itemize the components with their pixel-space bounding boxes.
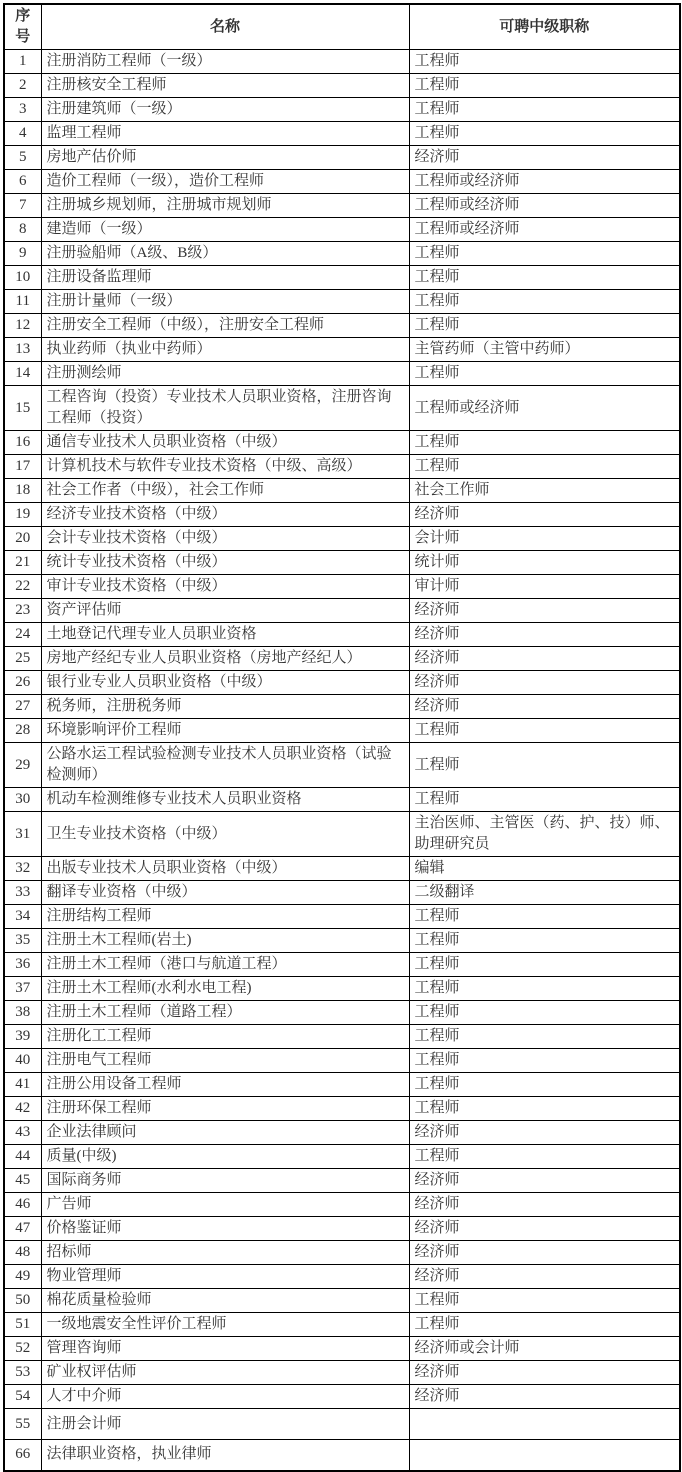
cell-num: 7 (4, 194, 41, 218)
table-body (4, 50, 680, 1471)
cell-title: 工程师 (409, 953, 680, 977)
table-row (4, 599, 680, 623)
cell-title: 工程师或经济师 (409, 170, 680, 194)
cell-num: 5 (4, 146, 41, 170)
cell-name: 人才中介师 (41, 1385, 409, 1409)
cell-num: 66 (4, 1440, 41, 1471)
table-row (4, 671, 680, 695)
cell-name: 统计专业技术资格（中级） (41, 551, 409, 575)
cell-title: 经济师 (409, 1193, 680, 1217)
cell-title: 经济师 (409, 1361, 680, 1385)
table-row (4, 242, 680, 266)
cell-title: 经济师 (409, 1169, 680, 1193)
cell-num: 2 (4, 74, 41, 98)
cell-num: 10 (4, 266, 41, 290)
table-row (4, 953, 680, 977)
cell-num: 33 (4, 881, 41, 905)
table-row (4, 743, 680, 788)
cell-num: 22 (4, 575, 41, 599)
cell-name: 注册安全工程师（中级），注册安全工程师 (41, 314, 409, 338)
table-row (4, 503, 680, 527)
cell-title: 经济师 (409, 671, 680, 695)
table-row (4, 1440, 680, 1471)
table-row (4, 623, 680, 647)
cell-title: 工程师 (409, 743, 680, 788)
cell-title: 工程师或经济师 (409, 218, 680, 242)
cell-num: 46 (4, 1193, 41, 1217)
cell-name: 物业管理师 (41, 1265, 409, 1289)
cell-num: 37 (4, 977, 41, 1001)
table-row (4, 1289, 680, 1313)
cell-title: 工程师 (409, 905, 680, 929)
cell-title: 工程师 (409, 977, 680, 1001)
cell-num: 41 (4, 1073, 41, 1097)
cell-title: 主治医师、主管医（药、护、技）师、助理研究员 (409, 812, 680, 857)
cell-num: 40 (4, 1049, 41, 1073)
cell-title: 会计师 (409, 527, 680, 551)
cell-title: 审计师 (409, 575, 680, 599)
cell-title: 社会工作师 (409, 479, 680, 503)
cell-title: 工程师 (409, 1313, 680, 1337)
cell-num: 45 (4, 1169, 41, 1193)
table-row (4, 98, 680, 122)
cell-title: 工程师 (409, 50, 680, 74)
cell-num: 27 (4, 695, 41, 719)
table-row (4, 812, 680, 857)
cell-name: 卫生专业技术资格（中级） (41, 812, 409, 857)
table-row (4, 146, 680, 170)
table-row (4, 218, 680, 242)
cell-name: 注册设备监理师 (41, 266, 409, 290)
cell-title: 二级翻译 (409, 881, 680, 905)
cell-num: 29 (4, 743, 41, 788)
cell-name: 注册土木工程师（港口与航道工程） (41, 953, 409, 977)
cell-num: 19 (4, 503, 41, 527)
cell-num: 8 (4, 218, 41, 242)
cell-name: 执业药师（执业中药师） (41, 338, 409, 362)
header-label-num: 序号 (15, 8, 31, 45)
cell-num: 52 (4, 1337, 41, 1361)
table-row (4, 1409, 680, 1440)
cell-title: 工程师 (409, 74, 680, 98)
cell-num: 35 (4, 929, 41, 953)
cell-title: 经济师 (409, 599, 680, 623)
cell-title: 工程师或经济师 (409, 386, 680, 431)
table-row (4, 647, 680, 671)
cell-title: 经济师 (409, 146, 680, 170)
cell-title: 经济师 (409, 623, 680, 647)
cell-title: 工程师 (409, 362, 680, 386)
table-row (4, 1121, 680, 1145)
cell-num: 30 (4, 788, 41, 812)
cell-name: 房地产估价师 (41, 146, 409, 170)
cell-name: 造价工程师（一级），造价工程师 (41, 170, 409, 194)
cell-num: 4 (4, 122, 41, 146)
cell-num: 23 (4, 599, 41, 623)
cell-name: 矿业权评估师 (41, 1361, 409, 1385)
cell-num: 11 (4, 290, 41, 314)
table-row (4, 290, 680, 314)
cell-name: 注册会计师 (41, 1409, 409, 1440)
cell-title: 经济师 (409, 1385, 680, 1409)
table-row (4, 1025, 680, 1049)
cell-name: 资产评估师 (41, 599, 409, 623)
cell-num: 18 (4, 479, 41, 503)
cell-num: 17 (4, 455, 41, 479)
table-row (4, 1361, 680, 1385)
cell-name: 注册土木工程师(岩土) (41, 929, 409, 953)
cell-num: 13 (4, 338, 41, 362)
cell-name: 机动车检测维修专业技术人员职业资格 (41, 788, 409, 812)
cell-title: 工程师 (409, 122, 680, 146)
table-row (4, 170, 680, 194)
table-row (4, 719, 680, 743)
cell-num: 12 (4, 314, 41, 338)
table-row (4, 575, 680, 599)
cell-title: 统计师 (409, 551, 680, 575)
cell-num: 31 (4, 812, 41, 857)
cell-title (409, 1440, 680, 1471)
table-row (4, 788, 680, 812)
cell-num: 55 (4, 1409, 41, 1440)
cell-name: 税务师，注册税务师 (41, 695, 409, 719)
cell-title: 工程师 (409, 788, 680, 812)
cell-name: 价格鉴证师 (41, 1217, 409, 1241)
cell-title: 工程师 (409, 242, 680, 266)
cell-name: 质量(中级) (41, 1145, 409, 1169)
cell-title: 工程师 (409, 1097, 680, 1121)
cell-title: 经济师 (409, 695, 680, 719)
cell-name: 注册土木工程师(水利水电工程) (41, 977, 409, 1001)
cell-name: 广告师 (41, 1193, 409, 1217)
cell-title: 工程师 (409, 431, 680, 455)
cell-num: 16 (4, 431, 41, 455)
cell-title: 编辑 (409, 857, 680, 881)
cell-title: 经济师 (409, 647, 680, 671)
cell-num: 14 (4, 362, 41, 386)
cell-num: 20 (4, 527, 41, 551)
cell-title: 工程师 (409, 1073, 680, 1097)
cell-title: 工程师 (409, 455, 680, 479)
cell-title: 经济师 (409, 1265, 680, 1289)
table-row (4, 857, 680, 881)
table-row (4, 1145, 680, 1169)
cell-num: 47 (4, 1217, 41, 1241)
header-cell-num (4, 4, 41, 50)
cell-name: 注册环保工程师 (41, 1097, 409, 1121)
cell-num: 44 (4, 1145, 41, 1169)
table-row (4, 1313, 680, 1337)
table-row (4, 1169, 680, 1193)
cell-num: 6 (4, 170, 41, 194)
cell-name: 注册电气工程师 (41, 1049, 409, 1073)
cell-num: 50 (4, 1289, 41, 1313)
cell-title: 经济师 (409, 1217, 680, 1241)
table-row (4, 266, 680, 290)
cell-name: 经济专业技术资格（中级） (41, 503, 409, 527)
cell-num: 49 (4, 1265, 41, 1289)
cell-name: 通信专业技术人员职业资格（中级） (41, 431, 409, 455)
cell-name: 建造师（一级） (41, 218, 409, 242)
cell-title: 工程师 (409, 1289, 680, 1313)
cell-num: 51 (4, 1313, 41, 1337)
cell-name: 招标师 (41, 1241, 409, 1265)
table-row (4, 314, 680, 338)
cell-num: 42 (4, 1097, 41, 1121)
cell-name: 审计专业技术资格（中级） (41, 575, 409, 599)
cell-title: 工程师 (409, 929, 680, 953)
table-row (4, 1049, 680, 1073)
cell-title: 经济师 (409, 503, 680, 527)
cell-name: 注册计量师（一级） (41, 290, 409, 314)
table-row (4, 455, 680, 479)
cell-num: 53 (4, 1361, 41, 1385)
cell-num: 54 (4, 1385, 41, 1409)
cell-title: 工程师 (409, 1049, 680, 1073)
table-row (4, 1001, 680, 1025)
cell-num: 25 (4, 647, 41, 671)
table-row (4, 1385, 680, 1409)
table-row (4, 338, 680, 362)
table-row (4, 386, 680, 431)
cell-name: 监理工程师 (41, 122, 409, 146)
cell-title: 工程师 (409, 1001, 680, 1025)
cell-num: 26 (4, 671, 41, 695)
cell-num: 9 (4, 242, 41, 266)
cell-title: 经济师 (409, 1241, 680, 1265)
cell-title: 工程师 (409, 266, 680, 290)
cell-name: 国际商务师 (41, 1169, 409, 1193)
cell-name: 注册消防工程师（一级） (41, 50, 409, 74)
table-row (4, 1337, 680, 1361)
table-row (4, 122, 680, 146)
table-row (4, 1073, 680, 1097)
cell-name: 公路水运工程试验检测专业技术人员职业资格（试验检测师） (41, 743, 409, 788)
cell-name: 注册验船师（A级、B级） (41, 242, 409, 266)
table-row (4, 1265, 680, 1289)
cell-name: 注册土木工程师（道路工程） (41, 1001, 409, 1025)
table-row (4, 50, 680, 74)
cell-num: 3 (4, 98, 41, 122)
cell-name: 社会工作者（中级），社会工作师 (41, 479, 409, 503)
cell-num: 1 (4, 50, 41, 74)
cell-name: 注册公用设备工程师 (41, 1073, 409, 1097)
cell-title: 工程师 (409, 1025, 680, 1049)
cell-title: 工程师 (409, 290, 680, 314)
cell-num: 15 (4, 386, 41, 431)
cell-name: 法律职业资格，执业律师 (41, 1440, 409, 1471)
cell-num: 32 (4, 857, 41, 881)
table-row (4, 527, 680, 551)
cell-title: 经济师 (409, 1121, 680, 1145)
cell-name: 一级地震安全性评价工程师 (41, 1313, 409, 1337)
cell-num: 38 (4, 1001, 41, 1025)
cell-name: 注册城乡规划师，注册城市规划师 (41, 194, 409, 218)
table-row (4, 929, 680, 953)
cell-title: 工程师 (409, 1145, 680, 1169)
cell-name: 注册化工工程师 (41, 1025, 409, 1049)
cell-num: 21 (4, 551, 41, 575)
cell-name: 翻译专业资格（中级） (41, 881, 409, 905)
cell-num: 39 (4, 1025, 41, 1049)
table-row (4, 695, 680, 719)
cell-name: 环境影响评价工程师 (41, 719, 409, 743)
table-row (4, 1097, 680, 1121)
header-cell-title: 可聘中级职称 (409, 4, 680, 50)
cell-num: 24 (4, 623, 41, 647)
table-row (4, 194, 680, 218)
cell-name: 棉花质量检验师 (41, 1289, 409, 1313)
cell-num: 48 (4, 1241, 41, 1265)
cell-title: 工程师 (409, 719, 680, 743)
table-row (4, 551, 680, 575)
cell-title: 工程师或经济师 (409, 194, 680, 218)
cell-name: 企业法律顾问 (41, 1121, 409, 1145)
table-row (4, 881, 680, 905)
cell-name: 土地登记代理专业人员职业资格 (41, 623, 409, 647)
cell-num: 36 (4, 953, 41, 977)
cell-name: 管理咨询师 (41, 1337, 409, 1361)
cell-name: 注册测绘师 (41, 362, 409, 386)
cell-title (409, 1409, 680, 1440)
qualification-title-table (3, 3, 681, 1472)
cell-title: 工程师 (409, 98, 680, 122)
header-cell-name: 名称 (41, 4, 409, 50)
table-row (4, 1217, 680, 1241)
cell-title: 主管药师（主管中药师） (409, 338, 680, 362)
cell-name: 注册结构工程师 (41, 905, 409, 929)
cell-name: 出版专业技术人员职业资格（中级） (41, 857, 409, 881)
table-row (4, 74, 680, 98)
cell-name: 注册核安全工程师 (41, 74, 409, 98)
table-header (4, 4, 680, 50)
cell-title: 经济师或会计师 (409, 1337, 680, 1361)
cell-num: 43 (4, 1121, 41, 1145)
table-row (4, 362, 680, 386)
table-row (4, 1241, 680, 1265)
cell-name: 注册建筑师（一级） (41, 98, 409, 122)
cell-name: 工程咨询（投资）专业技术人员职业资格，注册咨询工程师（投资） (41, 386, 409, 431)
cell-name: 计算机技术与软件专业技术资格（中级、高级） (41, 455, 409, 479)
table-row (4, 977, 680, 1001)
cell-name: 会计专业技术资格（中级） (41, 527, 409, 551)
cell-title: 工程师 (409, 314, 680, 338)
cell-name: 银行业专业人员职业资格（中级） (41, 671, 409, 695)
header-row (4, 4, 680, 50)
table-row (4, 1193, 680, 1217)
cell-num: 34 (4, 905, 41, 929)
table-row (4, 905, 680, 929)
table-row (4, 431, 680, 455)
cell-name: 房地产经纪专业人员职业资格（房地产经纪人） (41, 647, 409, 671)
table-row (4, 479, 680, 503)
cell-num: 28 (4, 719, 41, 743)
